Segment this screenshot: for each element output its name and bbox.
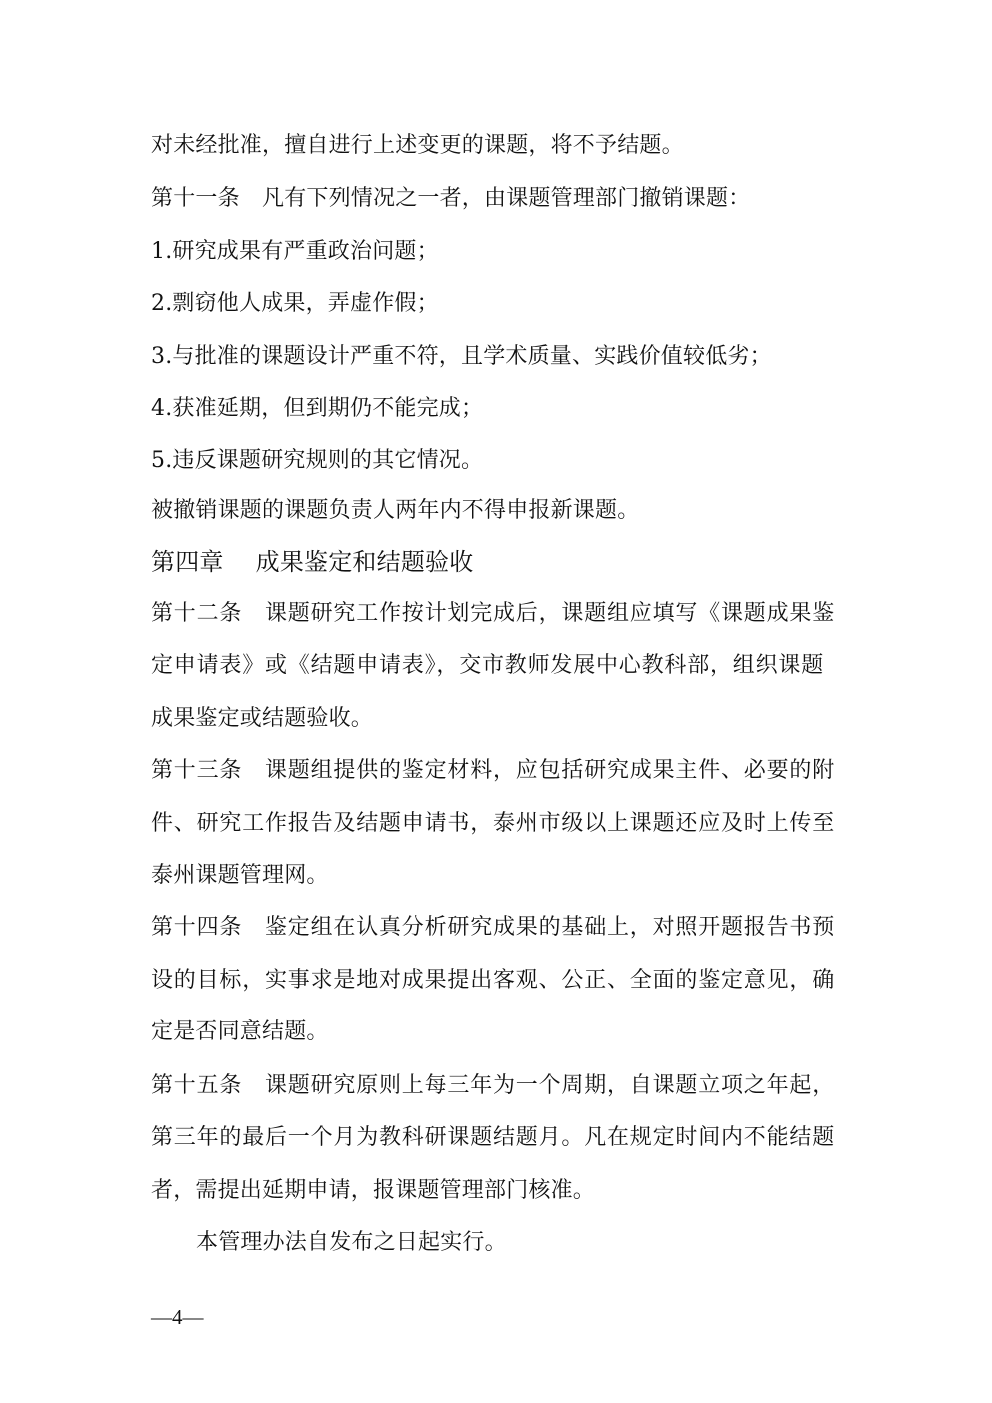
list-item: 3.与批准的课题设计严重不符，且学术质量、实践价值较低劣； [151,344,772,369]
list-item: 4.获准延期，但到期仍不能完成； [151,396,484,421]
list-item: 2.剽窃他人成果，弄虚作假； [151,291,439,316]
text-line: 第十四条 鉴定组在认真分析研究成果的基础上，对照开题报告书预 [151,915,836,940]
text-line: 成果鉴定或结题验收。 [151,706,374,731]
text-line: 第十三条 课题组提供的鉴定材料，应包括研究成果主件、必要的附 [151,758,836,783]
closing-statement: 本管理办法自发布之日起实行。 [196,1230,507,1255]
text-line: 定是否同意结题。 [151,1019,329,1044]
article-11-heading: 第十一条 凡有下列情况之一者，由课题管理部门撤销课题： [151,186,751,211]
page-number: —4— [151,1305,204,1329]
text-line: 设的目标，实事求是地对成果提出客观、公正、全面的鉴定意见，确 [151,968,836,993]
text-line: 对未经批准，擅自进行上述变更的课题，将不予结题。 [151,133,684,158]
list-item: 1.研究成果有严重政治问题； [151,239,439,264]
list-item: 5.违反课题研究规则的其它情况。 [151,448,484,473]
text-line: 第十五条 课题研究原则上每三年为一个周期，自课题立项之年起， [151,1073,836,1098]
text-line: 泰州课题管理网。 [151,863,329,888]
text-line: 定申请表》或《结题申请表》，交市教师发展中心教科部，组织课题 [151,653,825,678]
chapter-heading: 第四章 成果鉴定和结题验收 [151,548,474,576]
text-line: 者，需提出延期申请，报课题管理部门核准。 [151,1178,596,1203]
text-line: 第三年的最后一个月为教科研课题结题月。凡在规定时间内不能结题 [151,1125,836,1150]
text-line: 被撤销课题的课题负责人两年内不得申报新课题。 [151,498,640,523]
text-line: 件、研究工作报告及结题申请书，泰州市级以上课题还应及时上传至 [151,811,836,836]
text-line: 第十二条 课题研究工作按计划完成后，课题组应填写《课题成果鉴 [151,601,836,626]
